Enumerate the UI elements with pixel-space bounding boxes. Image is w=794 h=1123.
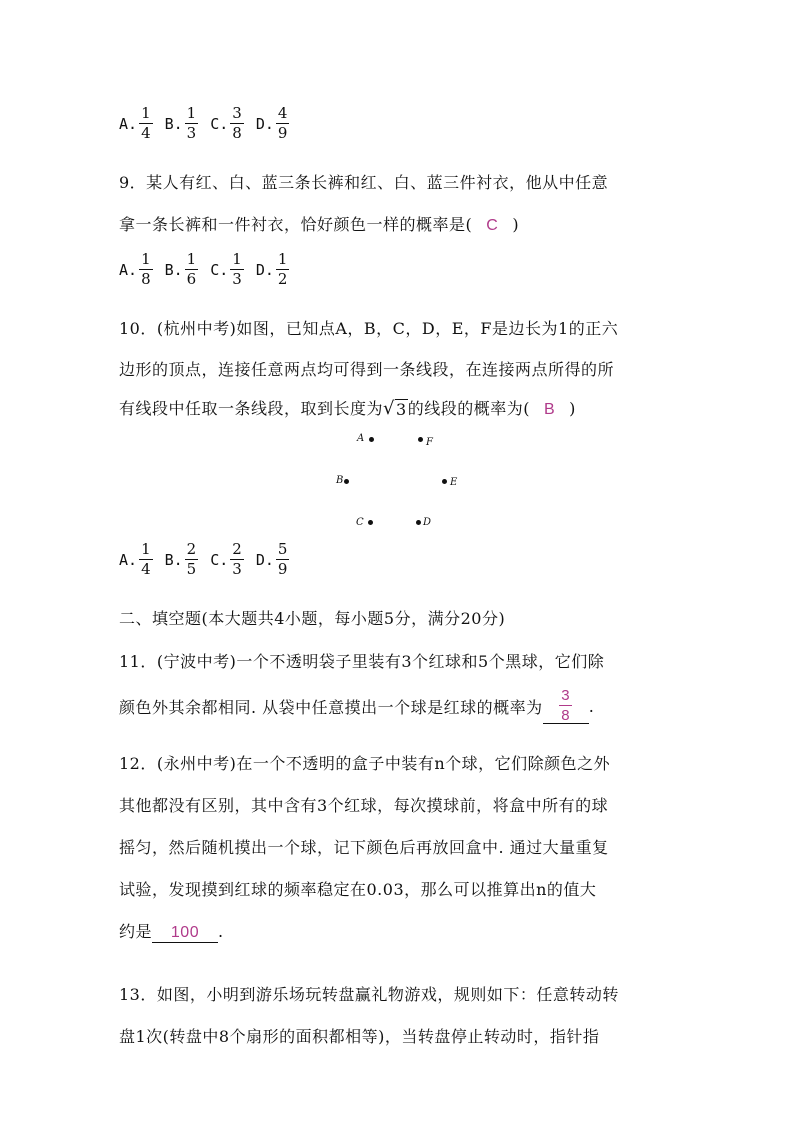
q10-line-1: 10．(杭州中考)如图，已知点A，B，C，D，E，F是边长为1的正六 [119,319,619,338]
point-label-d: D [423,517,432,528]
q8-option-b: B. $\frac{1}{3}$ [164,104,197,142]
q10-option-a: A. $\frac{1}{4}$ [119,540,151,578]
q11-answer-blank [543,688,589,724]
q11-line-2: 颜色外其余都相同. 从袋中任意摸出一个球是红球的概率为 $\frac{3}{8}$ . [119,687,595,724]
section-title: 二、填空题(本大题共4小题，每小题5分，满分20分) [119,609,506,628]
q12-answer: 100 [152,924,218,943]
q8-options [119,106,301,141]
point-label-b: B [336,475,344,486]
q10-answer: B [543,401,556,418]
q12-line-2: 其他都没有区别，其中含有3个红球，每次摸球前，将盒中所有的球 [119,796,609,815]
q12-line-5: 约是 100 . [119,922,224,941]
q9-option-a: A. $\frac{1}{8}$ [119,250,151,288]
point-label-a: A [357,433,365,444]
q10-line-2: 边形的顶点，连接任意两点均可得到一条线段，在连接两点所得的所 [119,360,615,379]
point-e [442,479,447,484]
point-label-f: F [426,437,433,448]
q10-option-b: B. $\frac{2}{5}$ [164,540,197,578]
point-a [369,437,374,442]
q11-line-1: 11．(宁波中考)一个不透明袋子里装有3个红球和5个黑球，它们除 [119,652,605,671]
q12-line-4: 试验，发现摸到红球的频率稳定在0.03，那么可以推算出n的值大 [119,880,597,899]
point-b [344,479,349,484]
point-label-c: C [356,517,364,528]
q9-option-c: C. $\frac{1}{3}$ [210,250,242,288]
point-label-e: E [450,477,458,488]
point-f [418,437,423,442]
q9-answer: C [486,217,499,234]
q11-answer: $\frac{3}{8}$ [561,687,571,724]
q8-option-a: A. $\frac{1}{4}$ [119,104,151,142]
point-c [368,520,373,525]
q8-option-c: C. $\frac{3}{8}$ [210,104,242,142]
q8-option-d: D. $\frac{4}{9}$ [255,104,288,142]
sqrt-expression: √ 3 [383,398,407,419]
q13-line-2: 盘1次(转盘中8个扇形的面积都相等)，当转盘停止转动时，指针指 [119,1027,600,1046]
q12-line-3: 摇匀，然后随机摸出一个球，记下颜色后再放回盒中. 通过大量重复 [119,838,609,857]
point-d [416,520,421,525]
q12-line-1: 12．(永州中考)在一个不透明的盒子中装有n个球，它们除颜色之外 [119,754,611,773]
q9-options [119,252,301,287]
q9-option-d: D. $\frac{1}{2}$ [255,250,288,288]
q9-option-b: B. $\frac{1}{6}$ [164,250,197,288]
q13-line-1: 13．如图，小明到游乐场玩转盘赢礼物游戏，规则如下：任意转动转 [119,985,619,1004]
q10-line-3: 有线段中任取一条线段，取到长度为 √ 3 的线段的概率为( B ) [119,398,576,419]
q10-option-d: D. $\frac{5}{9}$ [255,540,288,578]
q10-options [119,542,301,577]
q9-line-2: 拿一条长裤和一件衬衣，恰好颜色一样的概率是( C ) [119,215,520,234]
q10-option-c: C. $\frac{2}{3}$ [210,540,242,578]
q9-line-1: 9．某人有红、白、蓝三条长裤和红、白、蓝三件衬衣，他从中任意 [119,173,609,192]
